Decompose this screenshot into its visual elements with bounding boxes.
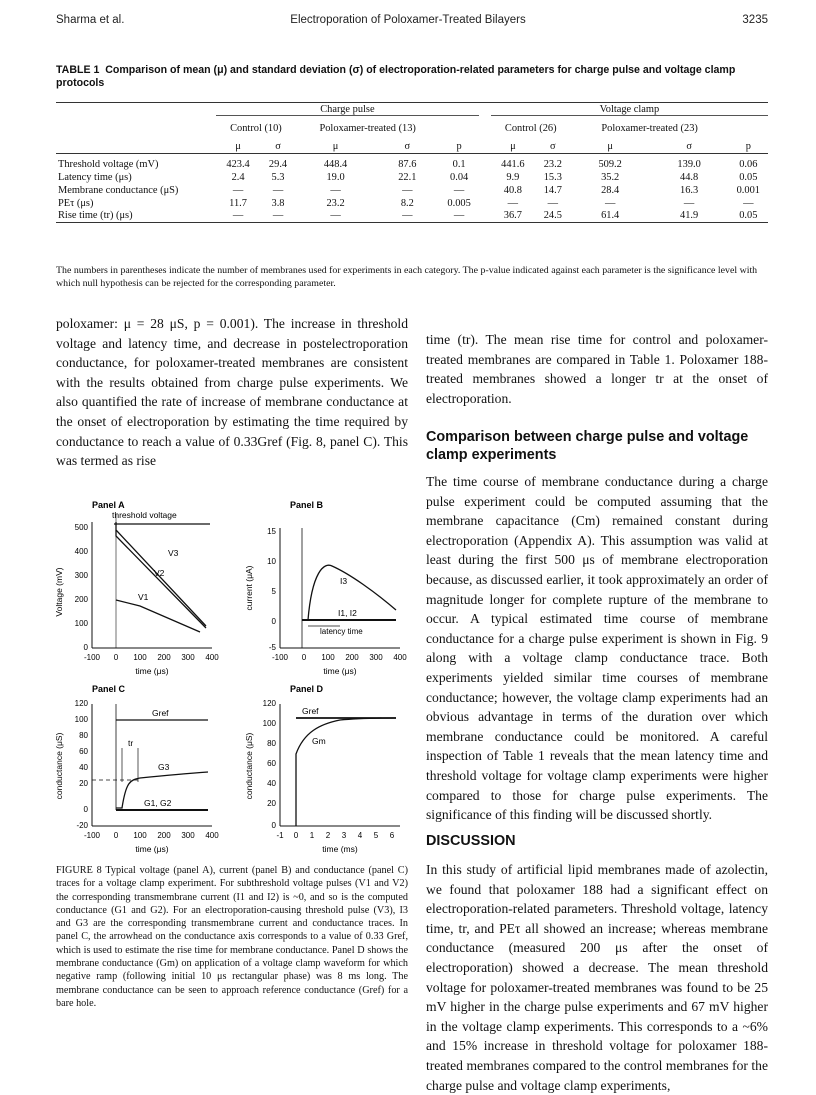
tick-label: 60 [79, 747, 88, 756]
tick-label: 40 [79, 763, 88, 772]
body-text-right-2: The time course of membrane conductance during a charge pulse experiment could be computed assuming that the membrane capacitance (Cm) remained constant during electroporation (Appendix A). This assumption was valid at least during the first 500 μs of membrane electroporation because, as discussed earlier, it took approximately an order of magnitude longer for complete rupture of the membrane to occur. A typical estimated time course of membrane conductance for a charge pulse experiment is shown in Fig. 9 along with a voltage clamp conductance trace. Both experiments yielded similar time courses of membrane conductance; however, the voltage clamp experiments had an obvious advantage in terms of the duration over which membrane conductance could be monitored. A careful inspection of Table 1 reveals that the mean latency time and threshold voltage for voltage clamp experiments were higher compared to those for charge pulse experiments. The significance of this finding will be discussed shortly. [426, 474, 768, 823]
tick-label: 300 [369, 653, 383, 662]
panel-c-xlabel: time (μs) [135, 844, 169, 854]
panel-d-title: Panel D [290, 684, 324, 694]
col-sigma: σ [550, 141, 556, 153]
cell: 423.4 [226, 158, 250, 170]
cell: 8.2 [400, 197, 414, 209]
tick-label: 300 [181, 653, 195, 662]
cell: 139.0 [677, 158, 701, 170]
section-heading-comparison: Comparison between charge pulse and voltage clamp experiments [426, 429, 749, 463]
tick-label: 2 [325, 831, 331, 840]
panel-a-traces [114, 514, 210, 648]
tick-label: 0 [83, 805, 88, 814]
panel-b-xlabel: time (μs) [323, 666, 357, 676]
cell: 19.0 [326, 171, 345, 183]
cell: 3.8 [271, 197, 285, 209]
figure-caption: FIGURE 8 Typical voltage (panel A), current (panel B) and conductance (panel C) traces for a voltage clamp experiment. For subthreshold voltage pulses (V1 and V2) the corresponding transmembrane current (I1 and I2) is ~0, and so is the computed conductance (G1 and G2). For an electroporation-causing threshold pulse (V3), I3 and G3 are the corresponding transmembrane current and conductance traces. In panel C, the arrowhead on the conductance axis corresponds to a value of 0.33 Gref, which is used to estimate the rise time for membrane conductance. Panel D shows the membrane conductance (Gm) on application of a voltage clamp waveform for which negative ramp (following initial 10 μs rectangular phase) was 8 ms long. The membrane conductance can be seen to approach reference conductance (Gref) for a bare hole. [56, 865, 408, 1009]
tick-label: 20 [267, 799, 276, 808]
label-v2: V2 [154, 568, 165, 578]
cell: — [402, 210, 413, 222]
trace-gm [296, 718, 396, 826]
cell: 14.7 [543, 184, 562, 196]
row-label: PEτ (μs) [58, 197, 94, 209]
table-label: TABLE 1 [56, 64, 100, 76]
label-v1: V1 [138, 592, 149, 602]
body-text-right-3: In this study of artificial lipid membranes made of azolectin, we found that poloxamer 188 had a significant effect on electroporation-related parameters. Threshold voltage, latency time, tr, and PEτ all showed an increase; whereas membrane conductance (measured 200 μs after the onset of electroporation) showed a decrease. The mean threshold voltage for poloxamer-treated membranes was found to be 25 mV higher in the charge pulse experiments and 67 mV higher in the voltage clamp experiments. This corresponds to a ~6% and 15% increase in threshold voltage for poloxamer 188-treated membranes compared to the control membranes for the charge pulse and voltage clamp experiments, [426, 862, 768, 1093]
cell: 11.7 [229, 197, 247, 209]
tick-label: 60 [267, 759, 276, 768]
label-gref-c: Gref [152, 708, 169, 718]
tick-label: 0 [271, 617, 276, 626]
cell: 23.2 [543, 158, 562, 170]
tick-label: 200 [157, 831, 171, 840]
cell: — [743, 197, 754, 209]
tick-label: -5 [268, 643, 276, 652]
cell: 16.3 [680, 184, 699, 196]
tick-label: 100 [133, 831, 147, 840]
tick-label: 4 [357, 831, 363, 840]
cell: 36.7 [503, 210, 522, 222]
cell: 41.9 [680, 210, 699, 222]
tick-label: 300 [181, 831, 195, 840]
tick-label: 80 [79, 731, 88, 740]
figure-8 [40, 492, 410, 856]
panel-a-ylabel: Voltage (mV) [54, 567, 64, 617]
cell: — [547, 197, 558, 209]
tick-label: 0 [113, 831, 119, 840]
group-header-voltage-clamp: Voltage clamp [491, 103, 768, 116]
cell: 40.8 [503, 184, 522, 196]
cell: — [453, 184, 465, 196]
tick-label: 40 [267, 779, 276, 788]
panel-a-annotation: threshold voltage [112, 510, 177, 520]
cell: 448.4 [323, 158, 348, 170]
panel-b-annotation: latency time [320, 627, 363, 636]
results-table [56, 102, 768, 223]
trace-v1 [116, 600, 200, 632]
tick-label: 400 [205, 831, 219, 840]
tick-label: 0 [301, 653, 307, 662]
body-text-left: poloxamer: μ = 28 μS, p = 0.001). The increase in threshold voltage and latency time, and decrease in postelectroporation conductance, for poloxamer-treated membranes are consistent with the results obtained from charge pulse experiments. We also quantified the rate of increase of membrane conductance at the onset of electroporation by estimating the time required by conductance to reach a value of 0.33Gref (Fig. 8, panel C). This was termed as rise [56, 316, 408, 469]
cell: 0.001 [736, 184, 760, 196]
table-row [56, 197, 768, 210]
row-label: Membrane conductance (μS) [58, 184, 179, 196]
label-g3: G3 [158, 762, 170, 772]
cell: 15.3 [543, 171, 562, 183]
table-footnote: The numbers in parentheses indicate the number of membranes used for experiments in each category. The p-value indicated against each parameter is the significance level with which null hypothesis can be rejected for the corresponding parameter. [56, 265, 758, 289]
tick-label: 200 [74, 595, 88, 604]
cell: 441.6 [501, 158, 525, 170]
panel-b-title: Panel B [290, 500, 324, 510]
col-p: p [745, 141, 751, 153]
cell: — [272, 210, 284, 222]
running-head-authors: Sharma et al. [56, 14, 125, 26]
row-label: Latency time (μs) [58, 171, 132, 183]
col-sigma: σ [404, 141, 411, 153]
cell: — [232, 210, 244, 222]
cell: 29.4 [268, 158, 288, 170]
label-v3: V3 [168, 548, 179, 558]
cell: 509.2 [598, 158, 622, 170]
panel-d-xlabel: time (ms) [322, 844, 358, 854]
tick-label: 100 [133, 653, 147, 662]
subgroup-control-vc: Control (26) [504, 122, 557, 134]
cell: 2.4 [231, 171, 245, 183]
table-row [56, 184, 768, 197]
cell: — [604, 197, 616, 209]
tick-label: 100 [262, 719, 276, 728]
subgroup-poloxamer-cp: Poloxamer-treated (13) [319, 122, 416, 134]
col-mu: μ [607, 141, 613, 153]
panel-d-axes [280, 704, 400, 826]
cell: 0.05 [739, 210, 758, 222]
tick-label: 200 [157, 653, 171, 662]
cell: 0.04 [450, 171, 469, 183]
subgroup-control-cp: Control (10) [230, 122, 282, 134]
cell: — [272, 184, 284, 196]
cell: 61.4 [601, 210, 620, 222]
cell: 35.2 [601, 171, 620, 183]
panel-c-traces [92, 704, 208, 810]
tick-label: -100 [83, 831, 101, 840]
tick-label: 10 [267, 557, 276, 566]
cell: 9.9 [506, 171, 520, 183]
cell: — [402, 184, 413, 196]
col-p: p [456, 141, 462, 153]
label-gm: Gm [312, 736, 326, 746]
cell: — [683, 197, 695, 209]
tick-label: 15 [267, 527, 276, 536]
cell: 22.1 [398, 171, 417, 183]
col-sigma: σ [686, 141, 692, 153]
tick-label: 0 [113, 653, 119, 662]
panel-d-traces [296, 718, 396, 826]
tick-label: 400 [74, 547, 88, 556]
tick-label: 20 [79, 779, 88, 788]
tick-label: 3 [341, 831, 347, 840]
col-mu: μ [510, 141, 516, 153]
table-row [56, 171, 768, 184]
tick-label: -1 [276, 831, 284, 840]
tick-label: 500 [74, 523, 88, 532]
row-label: Threshold voltage (mV) [58, 158, 159, 170]
cell: 28.4 [601, 184, 620, 196]
cell: — [330, 184, 341, 196]
cell: 0.06 [739, 158, 758, 170]
tick-label: 6 [389, 831, 395, 840]
group-header-charge-pulse: Charge pulse [216, 103, 479, 116]
tick-label: 100 [321, 653, 335, 662]
cell: — [453, 210, 465, 222]
label-gref-d: Gref [302, 706, 319, 716]
panel-a-title: Panel A [92, 500, 125, 510]
section-heading-discussion: DISCUSSION [426, 833, 516, 849]
label-g12: G1, G2 [144, 798, 172, 808]
col-mu: μ [235, 141, 241, 153]
table-caption [56, 64, 768, 90]
page-number: 3235 [742, 14, 768, 26]
panel-c-ylabel: conductance (μS) [54, 732, 64, 800]
panel-d-ylabel: conductance (μS) [244, 732, 254, 800]
tick-label: 400 [205, 653, 219, 662]
body-text-right-1: time (tr). The mean rise time for control and poloxamer-treated membranes are compared in Table 1. Poloxamer 188-treated membranes showed a longer tr at the onset of electroporation. [426, 332, 768, 406]
panel-c-title: Panel C [92, 684, 126, 694]
cell: 0.005 [447, 197, 471, 209]
running-head-title: Electroporation of Poloxamer-Treated Bilayers [290, 14, 526, 26]
cell: 0.05 [739, 171, 758, 183]
tick-label: 0 [83, 643, 88, 652]
cell: 44.8 [680, 171, 699, 183]
cell: 5.3 [271, 171, 285, 183]
tick-label: 120 [74, 699, 88, 708]
tick-label: 100 [74, 619, 88, 628]
tick-label: -100 [83, 653, 101, 662]
tick-label: 80 [267, 739, 276, 748]
cell: 87.6 [398, 158, 417, 170]
table-row [56, 210, 768, 223]
cell: 24.5 [543, 210, 562, 222]
label-i12: I1, I2 [338, 608, 357, 618]
tick-label: 0 [293, 831, 299, 840]
row-label: Rise time (tr) (μs) [58, 210, 133, 222]
subgroup-poloxamer-vc: Poloxamer-treated (23) [601, 122, 698, 134]
table-row [56, 158, 768, 171]
tick-label: 200 [345, 653, 359, 662]
tick-label: -100 [271, 653, 289, 662]
col-sigma: σ [275, 141, 281, 153]
label-tr: tr [128, 738, 134, 748]
label-i3: I3 [340, 576, 348, 586]
tick-label: 0 [271, 821, 276, 830]
col-mu: μ [332, 141, 339, 153]
cell: 0.1 [452, 158, 466, 170]
panel-b-ylabel: current (μA) [244, 565, 254, 611]
tick-label: 300 [74, 571, 88, 580]
tick-label: 5 [271, 587, 276, 596]
table-caption-text: Comparison of mean (μ) and standard deviation (σ) of electroporation-related parameters for charge pulse and voltage clamp protocols [56, 64, 736, 89]
tick-label: 400 [393, 653, 407, 662]
cell: 23.2 [326, 197, 345, 209]
tick-label: 5 [373, 831, 379, 840]
cell: — [232, 184, 244, 196]
tick-label: 1 [309, 831, 315, 840]
tick-label: 100 [74, 715, 88, 724]
tick-label: -20 [76, 821, 88, 830]
cell: — [507, 197, 519, 209]
tick-label: 120 [262, 699, 276, 708]
panel-a-xlabel: time (μs) [135, 666, 169, 676]
cell: — [330, 210, 341, 222]
